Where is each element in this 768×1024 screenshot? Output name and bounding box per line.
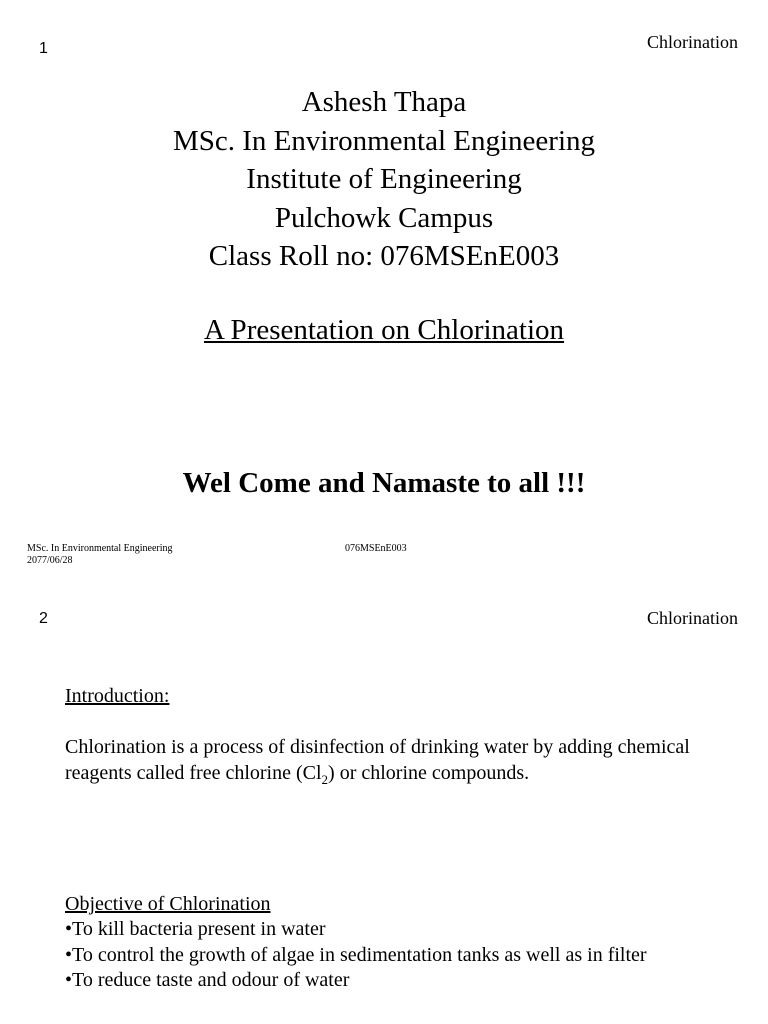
slide-number: 1: [39, 40, 48, 57]
author-program: MSc. In Environmental Engineering: [172, 124, 595, 157]
presentation-title: A Presentation on Chlorination: [203, 314, 565, 346]
author-campus: Pulchowk Campus: [274, 201, 494, 234]
intro-text-part1: Chlorination is a process of disinfection of drinking water by adding chemical reagents called free chlorine (Cl: [65, 736, 690, 784]
footer-roll-number: 076MSEnE003: [345, 543, 407, 554]
footer-left: [27, 543, 173, 567]
slide-number: 2: [39, 610, 48, 627]
author-block: [0, 83, 768, 276]
bullet-icon: •: [65, 943, 73, 966]
footer-program: MSc. In Environmental Engineering: [27, 543, 173, 554]
bullet-icon: •: [65, 918, 73, 940]
list-item: •To control the growth of algae in sedimentation tanks as well as in filter: [65, 943, 647, 966]
slide-header-title: Chlorination: [647, 32, 738, 52]
list-item: •To kill bacteria present in water: [65, 918, 326, 940]
author-roll-number: Class Roll no: 076MSEnE003: [208, 240, 560, 272]
author-name: Ashesh Thapa: [301, 86, 467, 118]
footer-date: 2077/06/28: [27, 555, 73, 566]
welcome-message: Wel Come and Namaste to all !!!: [182, 467, 586, 499]
chlorine-subscript: 2: [321, 772, 329, 787]
intro-text-part2: ) or chlorine compounds.: [328, 762, 530, 784]
bullet-icon: •: [65, 969, 73, 991]
introduction-heading: Introduction:: [65, 685, 170, 707]
objective-list: [65, 917, 647, 994]
introduction-paragraph: [65, 734, 705, 793]
author-institute: Institute of Engineering: [246, 163, 522, 195]
objective-heading: Objective of Chlorination: [65, 893, 271, 915]
list-item: •To reduce taste and odour of water: [65, 969, 350, 991]
slide-header-title: Chlorination: [647, 608, 738, 628]
